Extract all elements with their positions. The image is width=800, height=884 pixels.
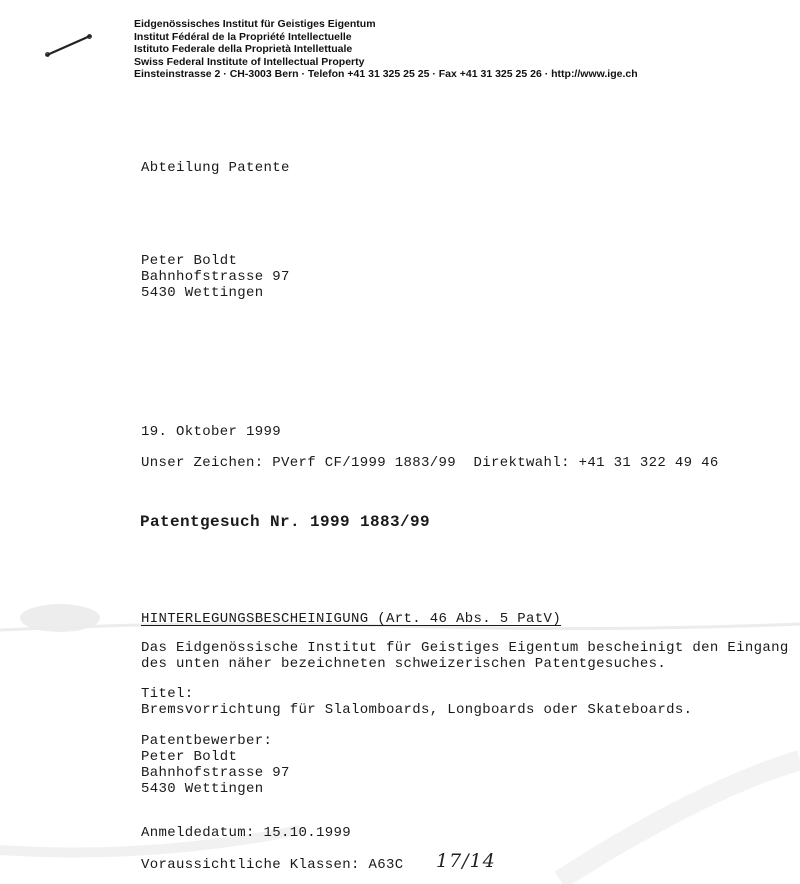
handwritten-page-number: 17/14 bbox=[436, 850, 496, 872]
body-line-2: des unten näher bezeichneten schweizerischen Patentgesuches. bbox=[141, 656, 667, 672]
applicant-label: Patentbewerber: bbox=[141, 733, 273, 749]
letterhead-address: Einsteinstrasse 2 · CH-3003 Bern · Telefon +41 31 325 25 25 · Fax +41 31 325 25 26 · http://www.ige.ch bbox=[134, 68, 638, 81]
section-heading: HINTERLEGUNGSBESCHEINIGUNG (Art. 46 Abs. 5 PatV) bbox=[141, 611, 562, 627]
reference-line: Unser Zeichen: PVerf CF/1999 1883/99 Direktwahl: +41 31 322 49 46 bbox=[141, 455, 719, 471]
letterhead-line-it: Istituto Federale della Proprietà Intellettuale bbox=[134, 43, 353, 56]
body-line-1: Das Eidgenössische Institut für Geistiges Eigentum bescheinigt den Eingang bbox=[141, 640, 789, 656]
classes: Voraussichtliche Klassen: A63C bbox=[141, 857, 404, 873]
letter-date: 19. Oktober 1999 bbox=[141, 424, 282, 440]
document-title: Patentgesuch Nr. 1999 1883/99 bbox=[140, 513, 431, 531]
letterhead-line-de: Eidgenössisches Institut für Geistiges Eigentum bbox=[134, 18, 376, 30]
recipient-city: 5430 Wettingen bbox=[141, 285, 264, 301]
department: Abteilung Patente bbox=[141, 160, 290, 176]
titel-label: Titel: bbox=[141, 686, 194, 702]
letterhead-line-fr: Institut Fédéral de la Propriété Intellectuelle bbox=[134, 30, 352, 43]
applicant-name: Peter Boldt bbox=[141, 749, 238, 765]
letterhead-line-en: Swiss Federal Institute of Intellectual Property bbox=[134, 55, 365, 68]
recipient-name: Peter Boldt bbox=[141, 253, 238, 269]
pen-stroke-mark bbox=[44, 32, 94, 58]
applicant-street: Bahnhofstrasse 97 bbox=[141, 765, 290, 781]
recipient-street: Bahnhofstrasse 97 bbox=[141, 269, 290, 285]
letterhead bbox=[134, 18, 638, 81]
applicant-city: 5430 Wettingen bbox=[141, 781, 264, 797]
scan-smudge bbox=[0, 590, 800, 884]
titel-value: Bremsvorrichtung für Slalomboards, Longboards oder Skateboards. bbox=[141, 702, 693, 718]
filing-date: Anmeldedatum: 15.10.1999 bbox=[141, 825, 352, 841]
